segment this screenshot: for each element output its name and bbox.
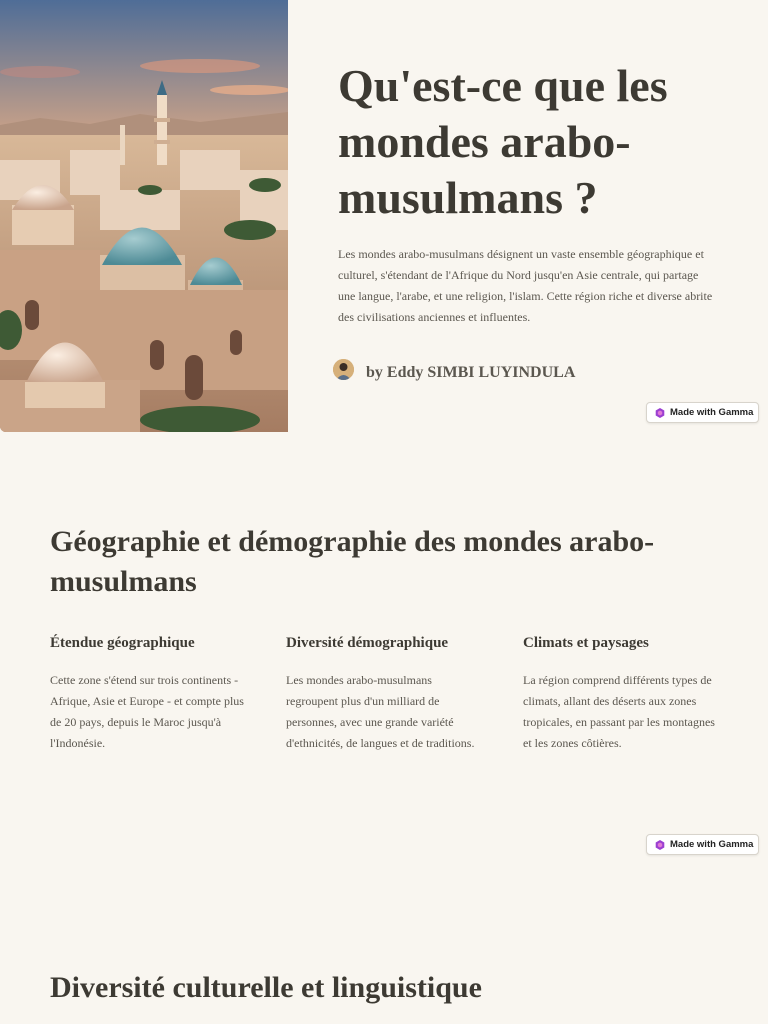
column-text: Cette zone s'étend sur trois continents - Afrique, Asie et Europe - et compte plus de 20 pays, depuis le Maroc jusqu'à l'Indonésie.	[50, 673, 244, 750]
column-climate	[523, 632, 723, 754]
gamma-logo-icon	[655, 840, 665, 850]
author-byline	[333, 356, 575, 382]
author-name: by Eddy SIMBI LUYINDULA	[366, 364, 576, 381]
column-geography	[50, 632, 250, 754]
badge-label: Made with Gamma	[670, 839, 754, 850]
author-avatar	[333, 359, 354, 380]
made-with-gamma-badge[interactable]	[646, 402, 759, 423]
badge-label: Made with Gamma	[670, 407, 754, 418]
page-title: Qu'est-ce que les mondes arabo-musulmans ?	[338, 60, 668, 223]
column-text: Les mondes arabo-musulmans regroupent plus d'un milliard de personnes, avec une grande variété d'ethnicités, de langues et de traditions.	[286, 673, 475, 750]
gamma-logo-icon	[655, 408, 665, 418]
section-title: Diversité culturelle et linguistique	[50, 971, 482, 1004]
column-heading: Diversité démographique	[286, 635, 449, 651]
column-heading: Étendue géographique	[50, 635, 195, 651]
intro-description: Les mondes arabo-musulmans désignent un vaste ensemble géographique et culturel, s'étendant de l'Afrique du Nord jusqu'en Asie centrale, qui partage une langue, l'arabe, et une religion, l'islam. Cette région riche et diverse abrite des civilisations anciennes et influentes.	[338, 247, 713, 324]
column-text: La région comprend différents types de climats, allant des déserts aux zones tropicales, en passant par les montagnes et les zones côtières.	[523, 673, 715, 750]
culture-slide	[0, 864, 768, 1024]
column-heading: Climats et paysages	[523, 635, 649, 651]
section-title: Géographie et démographie des mondes arabo-musulmans	[50, 525, 655, 598]
made-with-gamma-badge[interactable]	[646, 834, 759, 855]
geography-slide	[0, 432, 768, 864]
hero-city-image	[0, 0, 288, 432]
column-demography	[286, 632, 486, 754]
title-slide	[0, 0, 768, 432]
